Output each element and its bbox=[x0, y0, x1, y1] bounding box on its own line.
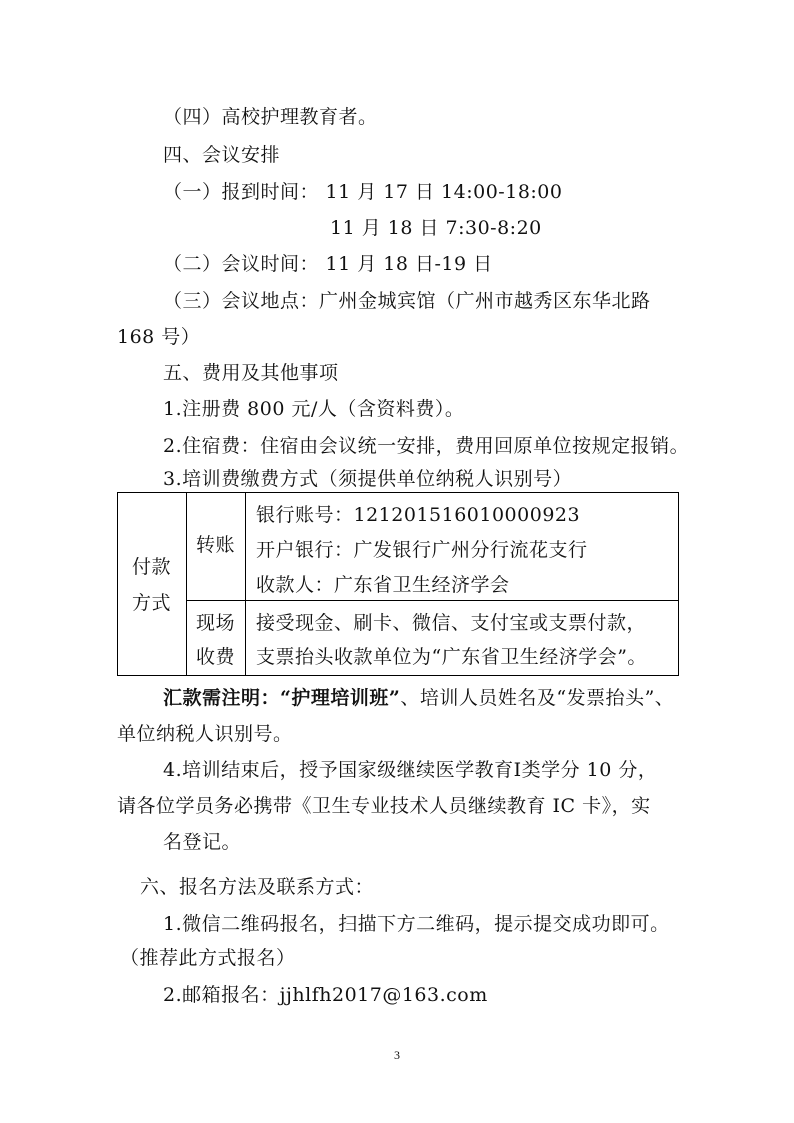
text-line: 4.培训结束后，授予国家级继续医学教育Ⅰ类学分 10 分， bbox=[163, 759, 658, 781]
table-header-cell: 方式 bbox=[132, 592, 172, 614]
text-line: 名登记。 bbox=[163, 831, 242, 853]
text-line: （二）会议时间： 11 月 18 日-19 日 bbox=[163, 253, 493, 275]
text-line: 单位纳税人识别号。 bbox=[117, 723, 293, 745]
table-header-cell: 付款 bbox=[132, 556, 172, 578]
onsite-label: 收费 bbox=[196, 646, 236, 668]
text-line: 168 号） bbox=[117, 326, 201, 348]
transfer-label: 转账 bbox=[196, 534, 236, 556]
text-line: （四）高校护理教育者。 bbox=[163, 106, 378, 128]
onsite-label: 现场 bbox=[196, 612, 236, 634]
text-line: 2.住宿费：住宿由会议统一安排，费用回原单位按规定报销。 bbox=[163, 435, 690, 457]
remittance-note-bold: 汇款需注明：“护理培训班” bbox=[163, 687, 401, 709]
text-line: （三）会议地点：广州金城宾馆（广州市越秀区东华北路 bbox=[163, 290, 651, 312]
payment-table bbox=[117, 492, 679, 676]
text-line: （推荐此方式报名） bbox=[120, 947, 296, 969]
bank-name-line: 开户银行：广发银行广州分行流花支行 bbox=[256, 539, 588, 561]
section-heading: 四、会议安排 bbox=[163, 144, 281, 166]
section-heading: 五、费用及其他事项 bbox=[163, 362, 339, 384]
remittance-note-rest: 、培训人员姓名及“发票抬头”、 bbox=[400, 687, 675, 709]
text-line: 请各位学员务必携带《卫生专业技术人员继续教育 IC 卡》，实 bbox=[117, 795, 651, 817]
remittance-note bbox=[163, 686, 674, 710]
email-line: 2.邮箱报名：jjhlfh2017@163.com bbox=[163, 984, 488, 1006]
text-line: （一）报到时间： 11 月 17 日 14:00-18:00 bbox=[163, 181, 563, 203]
text-line: 3.培训费缴费方式（须提供单位纳税人识别号） bbox=[163, 468, 573, 490]
page-number: 3 bbox=[394, 1048, 400, 1062]
onsite-payment-line: 接受现金、刷卡、微信、支付宝或支票付款， bbox=[256, 612, 647, 634]
bank-account-line: 银行账号：121201516010000923 bbox=[256, 504, 581, 526]
text-line: 11 月 18 日 7:30-8:20 bbox=[330, 217, 542, 239]
section-heading: 六、报名方法及联系方式： bbox=[140, 876, 375, 898]
payee-line: 收款人：广东省卫生经济学会 bbox=[256, 574, 510, 596]
text-line: 1.微信二维码报名，扫描下方二维码，提示提交成功即可。 bbox=[163, 913, 670, 935]
onsite-payment-line: 支票抬头收款单位为“广东省卫生经济学会”。 bbox=[256, 646, 647, 668]
text-line: 1.注册费 800 元/人（含资料费）。 bbox=[163, 398, 465, 420]
